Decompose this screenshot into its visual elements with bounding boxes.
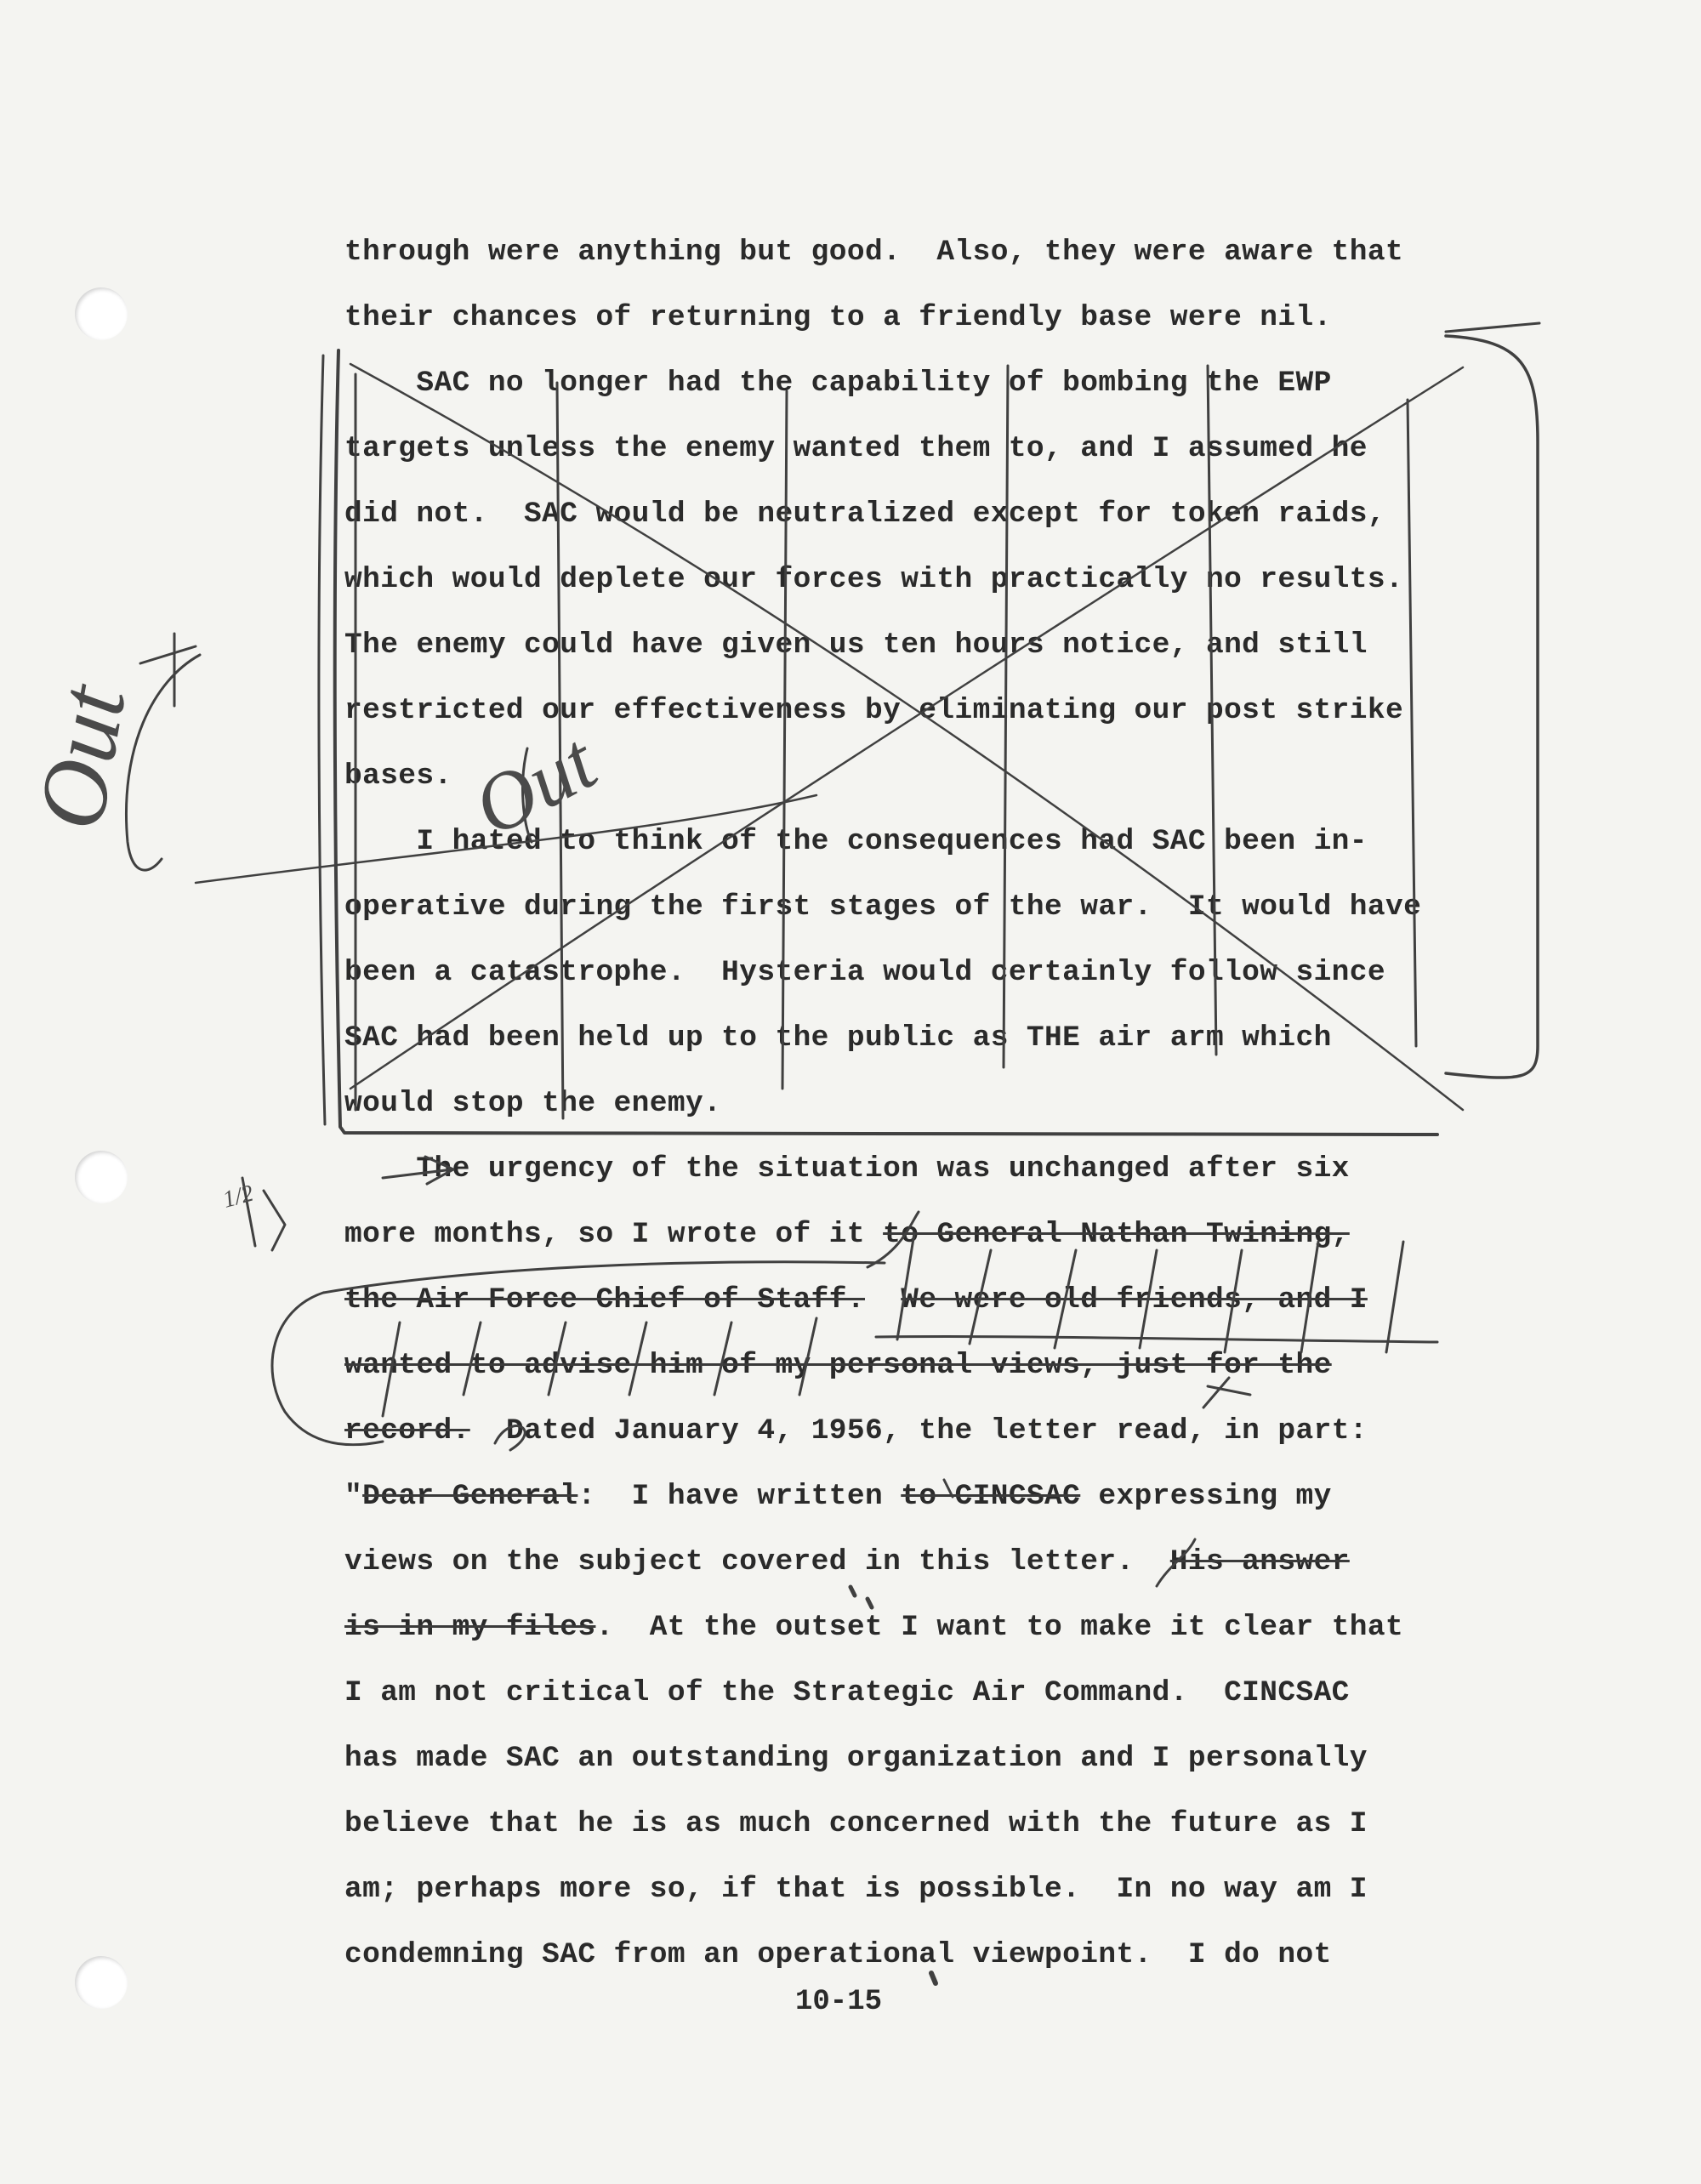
struck-text: to General Nathan Twining, — [883, 1218, 1350, 1251]
text-line: restricted our effectiveness by eliminating our post strike — [344, 694, 1404, 727]
text-line — [344, 1414, 1368, 1448]
struck-text: to CINCSAC — [901, 1480, 1081, 1513]
text-line: which would deplete our forces with practically no results. — [344, 563, 1404, 596]
deletion-vertical-stroke — [1386, 1242, 1403, 1352]
text-line: has made SAC an outstanding organization and I personally — [344, 1742, 1368, 1775]
text-line — [344, 1480, 1332, 1514]
kept-text: more months, so I wrote of it — [344, 1218, 884, 1251]
punch-hole — [75, 1956, 128, 2009]
margin-note-out: Out — [17, 678, 146, 838]
kept-text: expressing my — [1080, 1480, 1332, 1513]
text-line: SAC no longer had the capability of bombing the EWP — [344, 367, 1332, 400]
deletion-cross-line — [350, 364, 1463, 1110]
text-line: I am not critical of the Strategic Air Command. CINCSAC — [344, 1676, 1350, 1709]
deletion-box-outline — [1446, 336, 1538, 1078]
text-line: targets unless the enemy wanted them to, and I assumed he — [344, 432, 1368, 465]
text-line: SAC had been held up to the public as THE air arm which — [344, 1021, 1332, 1055]
text-line: condemning SAC from an operational viewpoint. I do not — [344, 1938, 1332, 1971]
text-line: I hated to think of the consequences had SAC been in- — [344, 825, 1368, 858]
text-line — [344, 1611, 1403, 1645]
kept-text: Dated January 4, 1956, the letter read, in part: — [469, 1414, 1368, 1447]
struck-text: wanted to advise him of my personal views, just for the — [344, 1349, 1332, 1382]
pen-stroke — [126, 655, 200, 870]
struck-text: record. — [344, 1414, 470, 1447]
punch-hole — [75, 287, 128, 340]
text-line: believe that he is as much concerned with the future as I — [344, 1807, 1368, 1840]
pen-stroke — [850, 1587, 872, 1607]
kept-text: " — [344, 1480, 363, 1513]
pen-stroke — [242, 1178, 285, 1250]
deletion-box-outline — [335, 350, 1437, 1135]
text-line: operative during the first stages of the war. It would have — [344, 890, 1422, 924]
kept-text — [865, 1283, 901, 1317]
text-line — [344, 1349, 1332, 1383]
punch-hole — [75, 1151, 128, 1203]
text-line: The urgency of the situation was unchanged after six — [344, 1152, 1350, 1186]
text-line — [344, 1218, 1350, 1252]
inline-note-out: Out — [458, 715, 611, 854]
struck-text: is in my files — [344, 1611, 596, 1644]
text-line — [344, 1545, 1350, 1579]
struck-text: His answer — [1169, 1545, 1350, 1578]
deletion-box-outline — [319, 355, 325, 1124]
pen-stroke — [876, 1337, 1437, 1342]
deletion-box-outline — [1446, 323, 1539, 332]
struck-text: We were old friends, and I — [901, 1283, 1368, 1317]
text-line: would stop the enemy. — [344, 1087, 722, 1120]
kept-text: views on the subject covered in this letter. — [344, 1545, 1170, 1578]
kept-text: . At the outset I want to make it clear that — [595, 1611, 1404, 1644]
text-line: The enemy could have given us ten hours notice, and still — [344, 628, 1368, 662]
text-line: their chances of returning to a friendly base were nil. — [344, 301, 1332, 334]
pen-stroke — [931, 1973, 936, 1983]
text-line: am; perhaps more so, if that is possible. In no way am I — [344, 1873, 1368, 1906]
page-number: 10-15 — [795, 1986, 883, 2018]
struck-text: Dear General — [362, 1480, 578, 1513]
deletion-vertical-stroke — [557, 383, 563, 1118]
text-line: did not. SAC would be neutralized except for token raids, — [344, 498, 1385, 531]
text-line: bases. — [344, 759, 452, 793]
text-line — [344, 1283, 1368, 1317]
margin-insert-mark: 1/2 — [219, 1180, 257, 1214]
struck-text: the Air Force Chief of Staff. — [344, 1283, 865, 1317]
kept-text: : I have written — [577, 1480, 902, 1513]
pen-stroke — [140, 634, 196, 706]
text-line: been a catastrophe. Hysteria would certainly follow since — [344, 956, 1385, 989]
deletion-vertical-stroke — [1408, 400, 1416, 1046]
text-line: through were anything but good. Also, they were aware that — [344, 236, 1404, 269]
